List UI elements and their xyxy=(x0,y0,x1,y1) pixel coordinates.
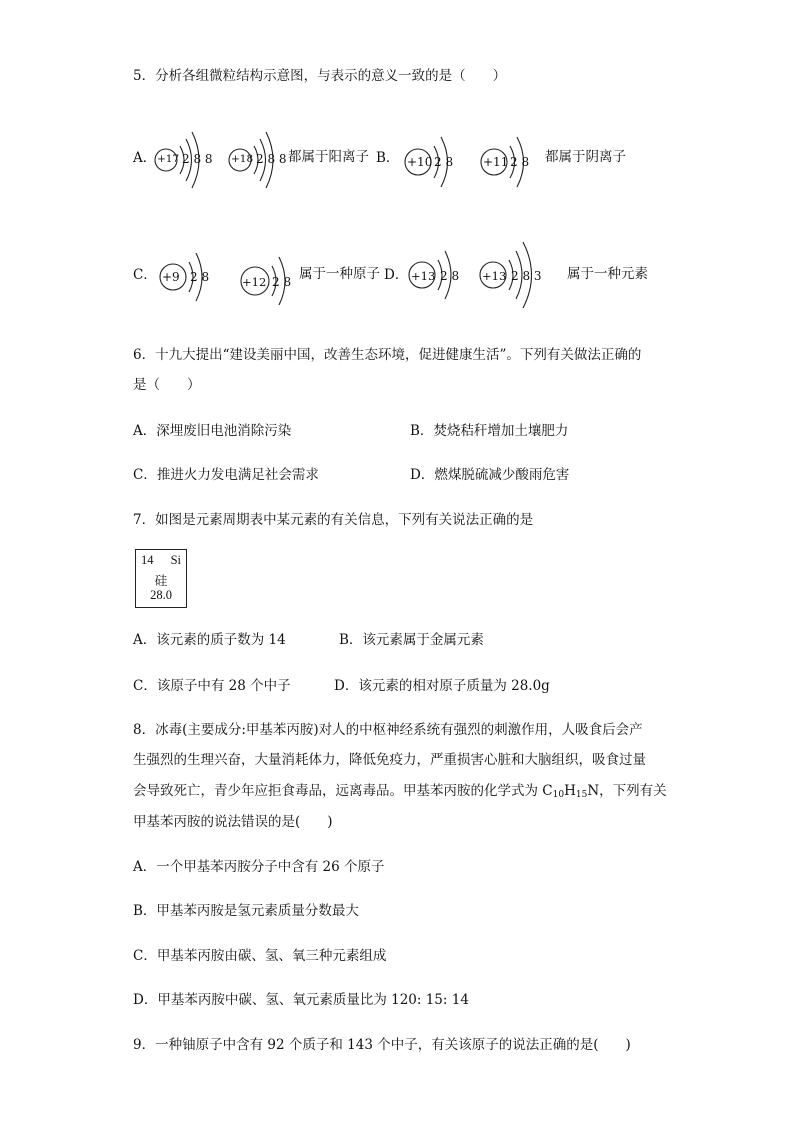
q5-c-electrons-1: 2 8 xyxy=(190,270,210,284)
q5-b-electrons-1: 2 8 xyxy=(434,155,454,169)
q6-stem-line-1: 6．十九大提出“建设美丽中国，改善生态环境，促进健康生活”。下列有关做法正确的 xyxy=(133,347,642,363)
q5-b-description: 都属于阴离子 xyxy=(545,149,626,165)
q5-d-electrons-2: 2 8 3 xyxy=(511,269,542,283)
q8-line-3-text: 会导致死亡，青少年应拒食毒品，远离毒品。甲基苯丙胺的化学式为 xyxy=(133,783,543,799)
q6-option-c: C．推进火力发电满足社会需求 xyxy=(133,467,319,483)
q5-option-c-letter: C． xyxy=(133,267,157,283)
q5-d-nucleus-1: +13 xyxy=(411,269,436,283)
formula-c-sub: 10 xyxy=(552,790,565,800)
q5-c-description: 属于一种原子 xyxy=(299,266,380,282)
q5-d-description: 属于一种元素 xyxy=(567,266,648,282)
q5-b-nucleus-1: +10 xyxy=(407,155,433,169)
q7-option-d: D．该元素的相对原子质量为 28.0g xyxy=(334,678,550,694)
q8-option-c: C．甲基苯丙胺由碳、氢、氧三种元素组成 xyxy=(133,948,387,964)
formula-n: N xyxy=(587,783,600,799)
q5-b-nucleus-2: +11 xyxy=(483,155,509,169)
element-symbol: Si xyxy=(170,553,181,567)
chemical-formula xyxy=(542,783,599,799)
q5-option-b-letter: B． xyxy=(376,150,400,166)
q5-d-electrons-1: 2 8 xyxy=(440,269,460,283)
q8-option-a: A．一个甲基苯丙胺分子中含有 26 个原子 xyxy=(133,859,385,875)
q8-stem-line-3 xyxy=(133,781,667,801)
q5-a-nucleus-1: +17 xyxy=(157,153,180,165)
element-atomic-mass: 28.0 xyxy=(150,588,172,602)
q7-option-a: A．该元素的质子数为 14 xyxy=(133,632,286,648)
element-atomic-number: 14 xyxy=(141,553,154,567)
formula-h: H xyxy=(564,783,576,799)
q5-c-nucleus-1: +9 xyxy=(162,270,180,284)
q6-option-d: D．燃煤脱硫减少酸雨危害 xyxy=(410,467,570,483)
formula-c: C xyxy=(542,783,553,799)
q5-c-nucleus-2: +12 xyxy=(242,275,267,289)
q7-option-c: C．该原子中有 28 个中子 xyxy=(133,678,291,694)
q8-line-3-end: ，下列有关 xyxy=(599,783,667,799)
q7-stem: 7．如图是元素周期表中某元素的有关信息，下列有关说法正确的是 xyxy=(133,512,534,528)
element-name: 硅 xyxy=(154,574,168,588)
q5-b-electrons-2: 2 8 xyxy=(510,155,530,169)
q6-option-b: B．焚烧秸秆增加土壤肥力 xyxy=(410,423,569,439)
q6-option-a: A．深埋废旧电池消除污染 xyxy=(133,423,292,439)
q5-stem: 5．分析各组微粒结构示意图，与表示的意义一致的是（ ） xyxy=(133,68,507,84)
formula-h-sub: 15 xyxy=(575,790,588,800)
q6-stem-line-2: 是（ ） xyxy=(133,377,201,393)
q9-stem: 9．一种铀原子中含有 92 个质子和 143 个中子，有关该原子的说法正确的是( ) xyxy=(133,1037,631,1053)
element-info-card xyxy=(135,549,187,608)
q8-option-b: B．甲基苯丙胺是氢元素质量分数最大 xyxy=(133,903,359,919)
q5-option-d-letter: D． xyxy=(384,267,409,283)
q5-option-a-letter: A． xyxy=(133,150,157,166)
q5-c-electrons-2: 2 8 xyxy=(272,275,292,289)
q7-option-b: B．该元素属于金属元素 xyxy=(339,632,484,648)
q5-d-nucleus-2: +13 xyxy=(482,269,507,283)
q8-stem-line-2: 生强烈的生理兴奋，大量消耗体力，降低免疫力，严重损害心脏和大脑组织，吸食过量 xyxy=(133,752,646,768)
q5-a-electrons-1: 2 8 8 xyxy=(182,152,213,166)
q5-a-description: 都属于阳离子 xyxy=(288,149,369,165)
q8-stem-line-4: 甲基苯丙胺的说法错误的是( ) xyxy=(133,814,333,830)
q5-a-electrons-2: 2 8 8 xyxy=(256,152,287,166)
q8-option-d: D．甲基苯丙胺中碳、氢、氧元素质量比为 120: 15: 14 xyxy=(133,992,469,1008)
q8-stem-line-1: 8．冰毒(主要成分:甲基苯丙胺)对人的中枢神经系统有强烈的刺激作用，人吸食后会产 xyxy=(133,722,643,738)
q5-a-nucleus-2: +18 xyxy=(231,153,254,165)
